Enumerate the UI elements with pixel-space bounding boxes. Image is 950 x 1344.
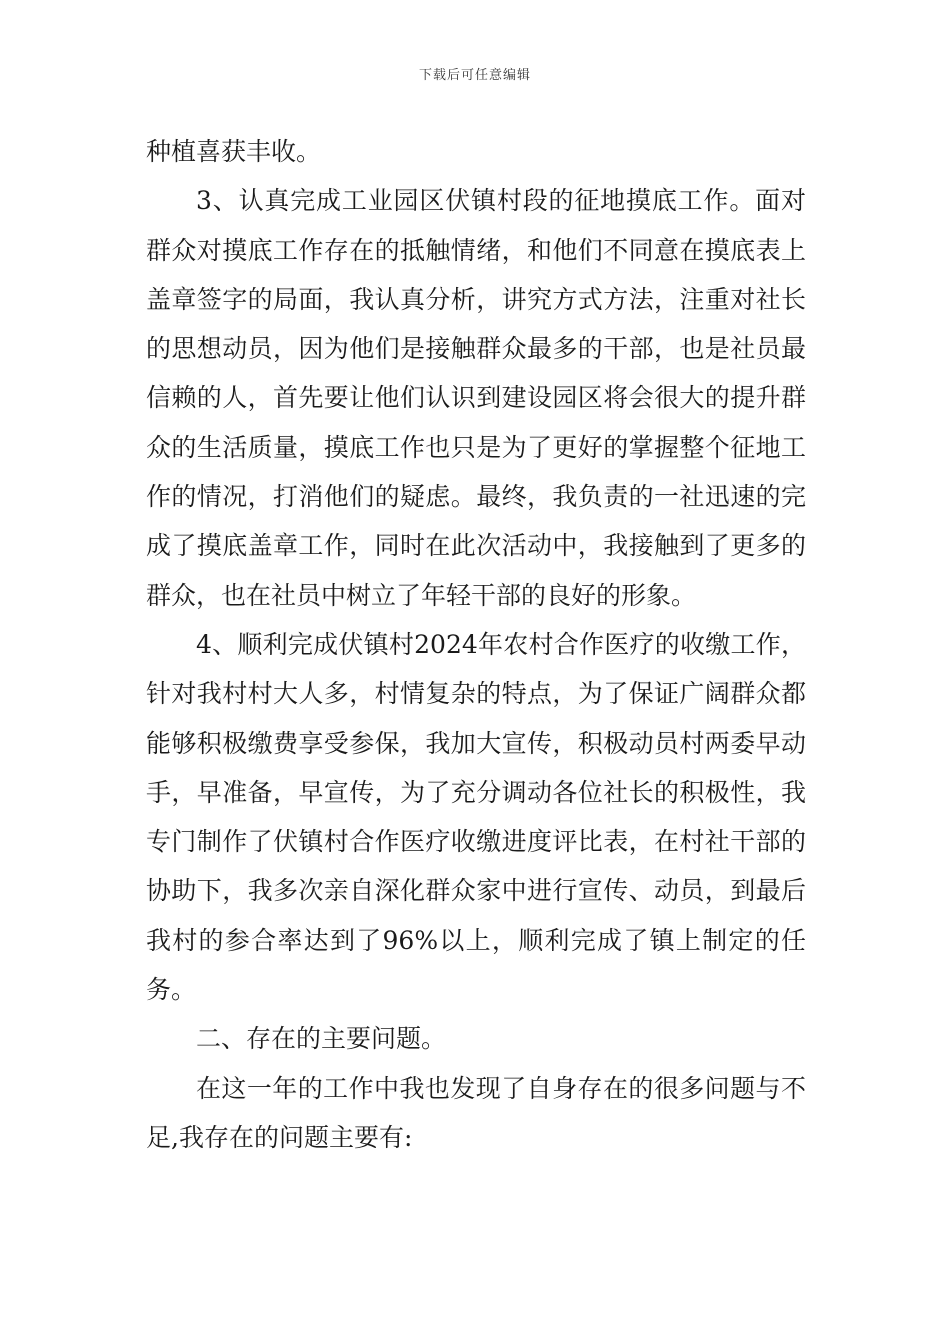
section-heading-problems: 二、存在的主要问题。 — [196, 1024, 447, 1054]
paragraph-continuation: 种植喜获丰收。 — [146, 137, 322, 166]
document-body — [146, 127, 806, 1162]
paragraph-item-3: 3、认真完成工业园区伏镇村段的征地摸底工作。面对群众对摸底工作存在的抵触情绪，和他们不同意在摸底表上盖章签字的局面，我认真分析，讲究方式方法，注重对社长的思想动员，因为他们是接触群众最多的干部，也是社员最信赖的人，首先要让他们认识到建设园区将会很大的提升群众的生活质量，摸底工作也只是为了更好的掌握整个征地工作的情况，打消他们的疑虑。最终，我负责的一社迅速的完成了摸底盖章工作，同时在此次活动中，我接触到了更多的群众，也在社员中树立了年轻干部的良好的形象。 — [146, 186, 806, 610]
header-note: 下载后可任意编辑 — [418, 68, 531, 83]
paragraph-item-4: 4、顺利完成伏镇村2024年农村合作医疗的收缴工作，针对我村村大人多，村情复杂的特点，为了保证广阔群众都能够积极缴费享受参保，我加大宣传，积极动员村两委早动手，早准备，早宣传，为了充分调动各位社长的积极性，我专门制作了伏镇村合作医疗收缴进度评比表，在村社干部的协助下，我多次亲自深化群众家中进行宣传、动员，到最后我村的参合率达到了96%以上，顺利完成了镇上制定的任务。 — [146, 629, 806, 1005]
paragraph-problems-intro: 在这一年的工作中我也发现了自身存在的很多问题与不足,我存在的问题主要有: — [146, 1073, 806, 1152]
